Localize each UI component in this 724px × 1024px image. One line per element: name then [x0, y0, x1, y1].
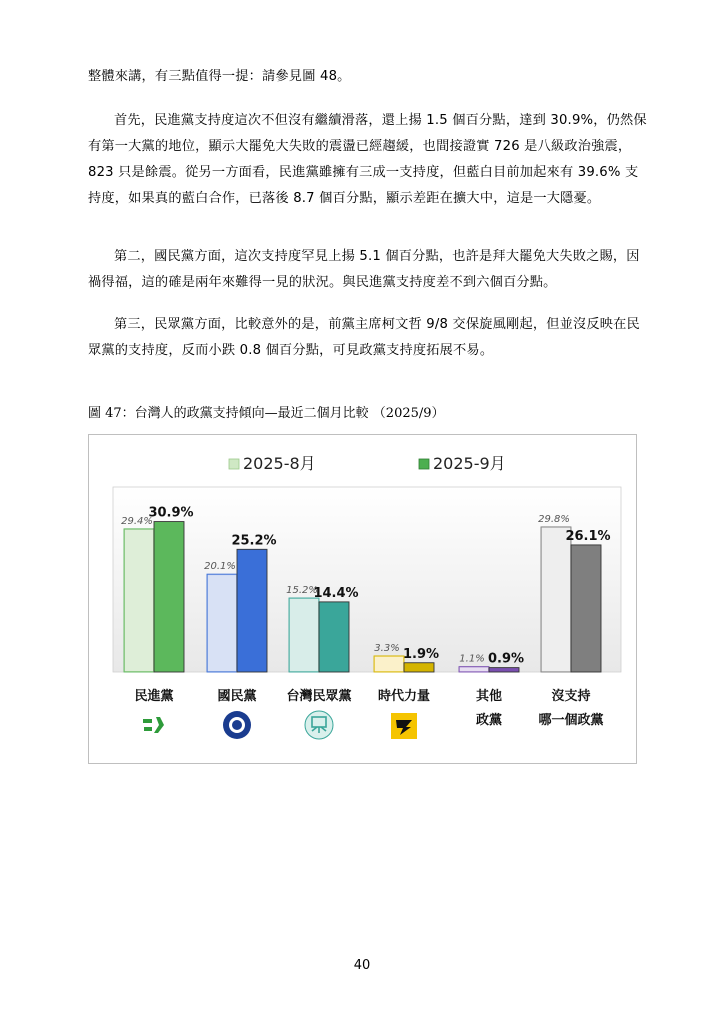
data-label-aug-1: 20.1%: [204, 561, 236, 573]
data-label-sep-2: 14.4%: [313, 585, 359, 601]
paragraph-intro: 整體來講，有三點值得一提：請參見圖 48。: [88, 69, 351, 84]
data-label-sep-5: 26.1%: [565, 528, 611, 544]
bar-sep-0: [154, 522, 184, 672]
bar-sep-3: [404, 663, 434, 672]
category-label-5-0: 沒支持: [551, 689, 591, 704]
data-label-aug-4: 1.1%: [459, 653, 485, 665]
kmt-emblem-icon: [223, 711, 251, 739]
party-support-chart: [89, 435, 636, 763]
bar-hatch-4: [460, 668, 488, 671]
tpp-logo-icon: [305, 711, 333, 739]
data-label-sep-1: 25.2%: [231, 533, 277, 549]
paragraph-tpp: 第三，民眾黨方面，比較意外的是，前黨主席柯文哲 9/8 交保旋風剛起，但並沒反映在民眾黨的支持度，反而小跌 0.8 個百分點，可見政黨支持度拓展不易。: [88, 317, 640, 358]
chart-container: [88, 434, 637, 764]
paragraph-dpp: 首先，民進黨支持度這次不但沒有繼續滑落，還上揚 1.5 個百分點，達到 30.9%，仍然保有第一大黨的地位，顯示大罷免大失敗的震盪已經趨緩，也間接證實 726 是八級政治強震，823 只是餘震。從另一方面看，民進黨雖擁有三成一支持度，但藍白目前加起來有 39.6% 支持度，如果真的藍白合作，已落後 8.7 個百分點，顯示差距在擴大中，這是一大隱憂。: [88, 113, 647, 206]
category-label-1-0: 國民黨: [217, 689, 257, 704]
category-label-4-0: 其他: [475, 689, 503, 704]
category-label-5-1: 哪一個政黨: [538, 713, 604, 728]
bar-hatch-5: [542, 528, 570, 671]
data-label-sep-4: 0.9%: [487, 651, 525, 667]
bar-sep-2: [319, 602, 349, 672]
data-label-aug-5: 29.8%: [538, 513, 570, 525]
legend-label-sep: 2025-9月: [433, 454, 506, 473]
data-label-aug-2: 15.2%: [286, 585, 318, 596]
chart-legend: [229, 454, 506, 473]
category-group: [134, 688, 603, 728]
bar-sep-4: [489, 668, 519, 672]
page-number: 40: [353, 958, 371, 973]
paragraph-kmt: 第二，國民黨方面，這次支持度罕見上揚 5.1 個百分點，也許是拜大罷免大失敗之賜，因禍得福，這的確是兩年來難得一見的狀況。與民進黨支持度差不到六個百分點。: [88, 249, 640, 290]
data-label-aug-3: 3.3%: [374, 642, 400, 654]
data-label-aug-0: 29.4%: [121, 515, 153, 527]
bar-sep-1: [237, 549, 267, 672]
category-label-2-0: 台灣民眾黨: [286, 689, 352, 704]
bar-sep-5: [571, 545, 601, 672]
party-icon-group: [140, 711, 417, 739]
bar-hatch-1: [208, 575, 236, 671]
bar-hatch-3: [375, 657, 403, 671]
legend-swatch-aug: [229, 459, 239, 469]
category-label-3-0: 時代力量: [377, 689, 431, 704]
figure-caption: 圖 47：台灣人的政黨支持傾向—最近二個月比較 （2025/9）: [88, 406, 445, 421]
category-label-0-0: 民進黨: [134, 689, 174, 704]
category-label-4-1: 政黨: [475, 713, 503, 728]
legend-label-aug: 2025-8月: [243, 454, 316, 473]
npp-logo-icon: [391, 713, 417, 739]
data-label-sep-0: 30.9%: [148, 505, 194, 521]
bar-hatch-2: [290, 599, 318, 671]
legend-swatch-sep: [419, 459, 429, 469]
data-label-sep-3: 1.9%: [402, 646, 440, 662]
dpp-logo-icon: [140, 713, 168, 737]
bar-hatch-0: [125, 530, 153, 671]
